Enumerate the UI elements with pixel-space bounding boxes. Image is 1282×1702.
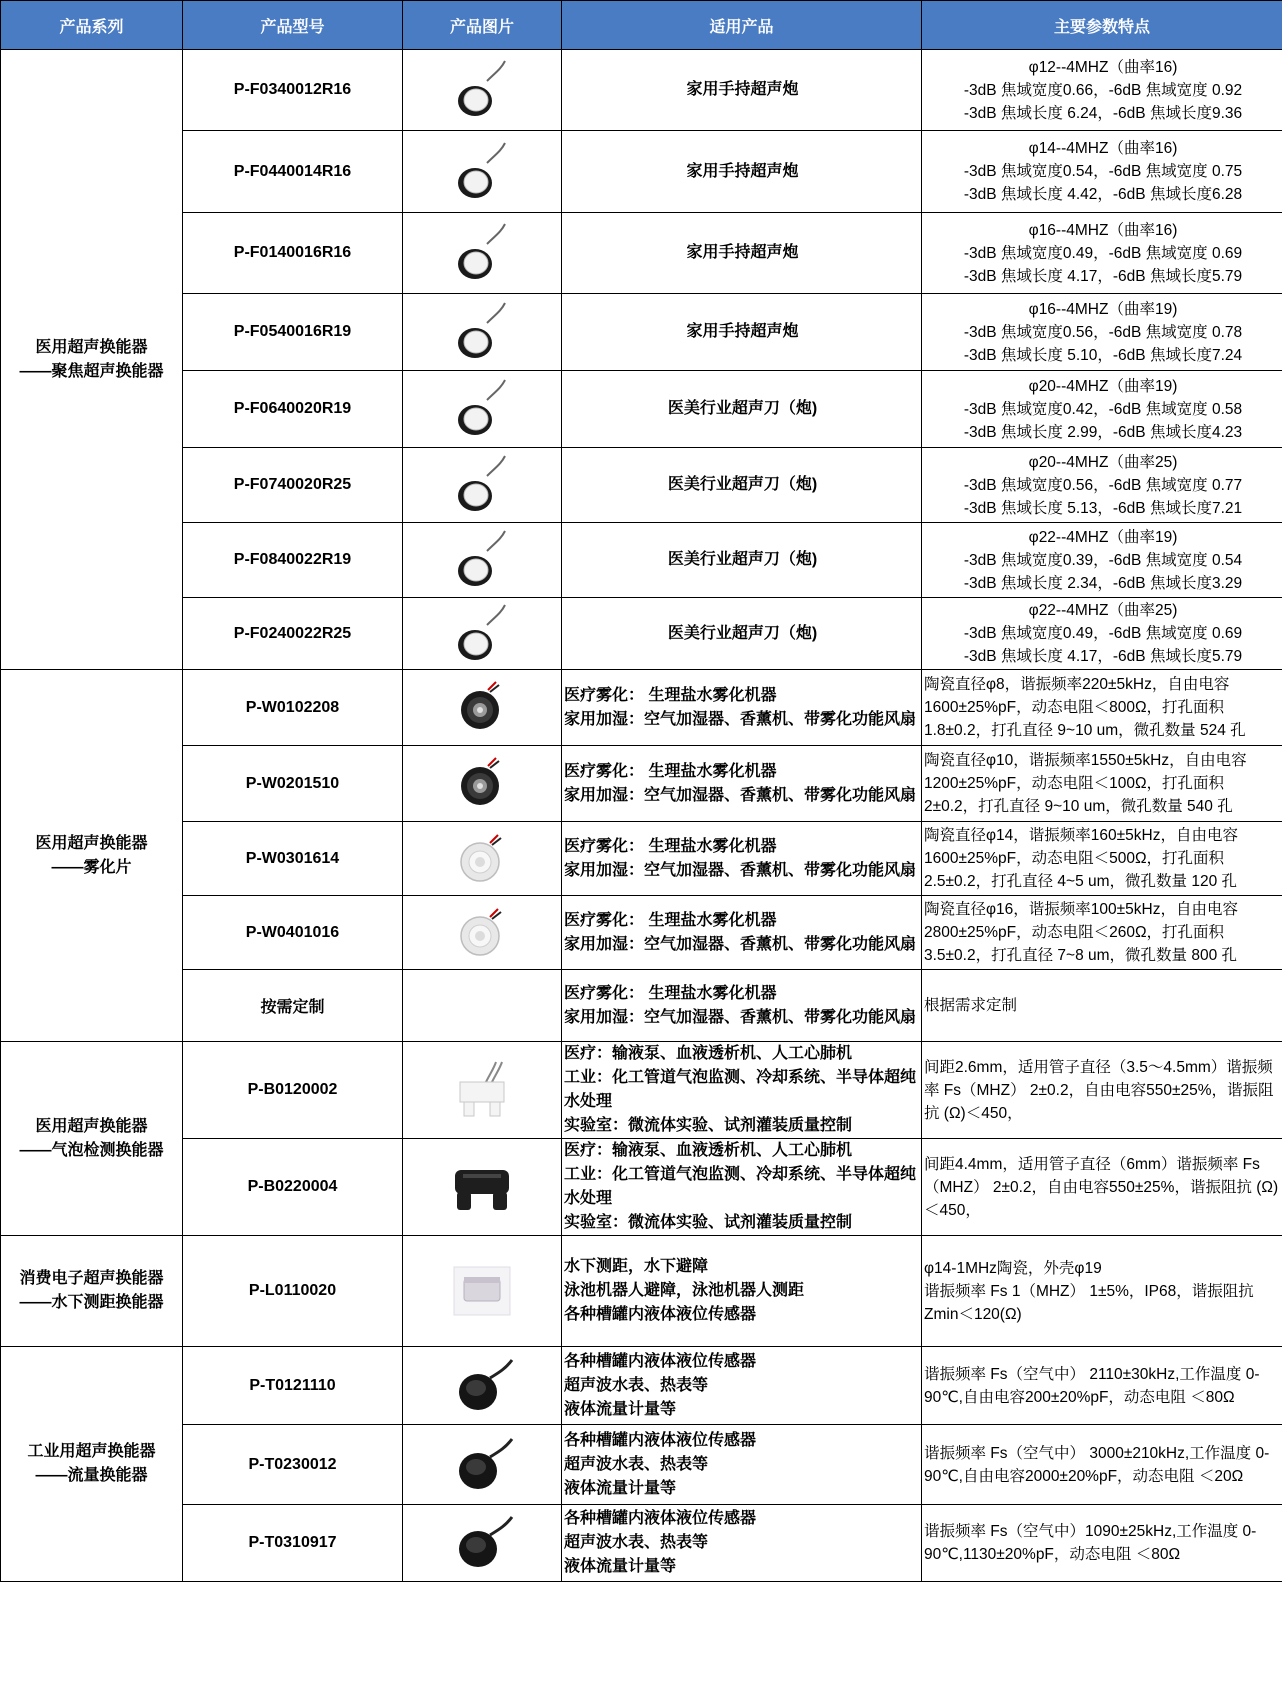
param-line: 陶瓷直径φ8，谐振频率220±5kHz，自由电容 — [924, 676, 1230, 693]
focus-transducer-icon — [403, 529, 561, 591]
param-line: -3dB 焦域长度 5.13，-6dB 焦域长度7.21 — [963, 499, 1243, 517]
series-cell — [1, 670, 183, 1042]
params-cell — [922, 448, 1282, 523]
application-line: 医疗：输液泵、血液透析机、人工心肺机 — [564, 1045, 853, 1062]
underwater-ranging-icon — [403, 1261, 561, 1321]
application-line: 家用加湿：空气加湿器、香薰机、带雾化功能风扇 — [564, 1008, 917, 1026]
table-row — [1, 1042, 1282, 1139]
flow-transducer-icon — [403, 1435, 561, 1495]
series-name: 医用超声换能器 — [35, 834, 148, 852]
table-row — [1, 1347, 1282, 1425]
model-cell: P-W0401016 — [183, 896, 403, 970]
table-body — [1, 50, 1282, 1582]
product-image-cell — [403, 50, 562, 131]
application-cell — [562, 448, 922, 523]
table-row — [1, 131, 1282, 213]
series-subname: ——聚焦超声换能器 — [19, 362, 164, 380]
param-line: 谐振频率 Fs（空气中） 2110±30kHz,工作温度 0-90℃,自由电容200±20%pF，动态电阻 ＜80Ω — [924, 1365, 1260, 1406]
product-image-cell — [403, 371, 562, 448]
series-cell — [1, 1236, 183, 1347]
table-row — [1, 448, 1282, 523]
param-line: 谐振频率 Fs（空气中） 3000±210kHz,工作温度 0-90℃,自由电容2000±20%pF，动态电阻 ＜20Ω — [924, 1444, 1270, 1485]
header-application: 适用产品 — [562, 1, 922, 50]
param-line: φ16--4MHZ（曲率19) — [1028, 300, 1178, 318]
product-image-cell — [403, 822, 562, 896]
application-line: 医疗雾化： 生理盐水雾化机器 — [564, 762, 777, 780]
param-line: 谐振频率 Fs 1（MHZ） 1±5%，IP68，谐振阻抗 — [924, 1282, 1254, 1300]
application-line: 超声波水表、热表等 — [564, 1376, 709, 1394]
model-cell: P-F0140016R16 — [183, 213, 403, 294]
param-line: -3dB 焦域长度 4.17，-6dB 焦域长度5.79 — [963, 267, 1243, 285]
application-line: 各种槽罐内液体液位传感器 — [564, 1306, 757, 1323]
param-line: 谐振频率 Fs（空气中）1090±25kHz,工作温度 0-90℃,1130±20%pF，动态电阻 ＜80Ω — [924, 1523, 1257, 1563]
table-row — [1, 1505, 1282, 1582]
model-cell: P-W0102208 — [183, 670, 403, 746]
params-cell — [922, 1139, 1282, 1236]
model-cell: P-T0310917 — [183, 1505, 403, 1582]
application-line: 液体流量计量等 — [564, 1479, 677, 1497]
product-image-cell — [403, 213, 562, 294]
application-cell — [562, 896, 922, 970]
series-cell — [1, 1042, 183, 1236]
bubble-sensor-black-icon — [403, 1160, 561, 1214]
series-subname: ——流量换能器 — [35, 1467, 148, 1484]
params-cell — [922, 1236, 1282, 1347]
product-image-cell — [403, 1236, 562, 1347]
application-cell — [562, 1425, 922, 1505]
param-line: 1200±25%pF，动态电阻＜100Ω，打孔面积 — [924, 775, 1225, 792]
model-cell: P-F0740020R25 — [183, 448, 403, 523]
table-row — [1, 213, 1282, 294]
application-line: 医疗雾化： 生理盐水雾化机器 — [564, 911, 777, 929]
param-line: 陶瓷直径φ14，谐振频率160±5kHz，自由电容 — [924, 827, 1238, 844]
params-cell — [922, 523, 1282, 598]
params-cell — [922, 896, 1282, 970]
param-line: φ20--4MHZ（曲率25) — [1028, 453, 1178, 471]
application-line: 家用手持超声炮 — [686, 244, 799, 261]
product-image-cell — [403, 670, 562, 746]
param-line: 陶瓷直径φ10，谐振频率1550±5kHz，自由电容 — [924, 752, 1247, 769]
series-subname: ——气泡检测换能器 — [19, 1141, 164, 1159]
focus-transducer-icon — [403, 59, 561, 121]
param-line: -3dB 焦域长度 2.34，-6dB 焦域长度3.29 — [963, 574, 1243, 592]
param-line: -3dB 焦域宽度0.54，-6dB 焦域宽度 0.75 — [963, 163, 1243, 180]
model-cell: P-F0540016R19 — [183, 294, 403, 371]
model-cell: P-B0220004 — [183, 1139, 403, 1236]
application-cell — [562, 746, 922, 822]
series-name: 医用超声换能器 — [35, 1117, 148, 1135]
param-line: -3dB 焦域宽度0.49，-6dB 焦域宽度 0.69 — [963, 625, 1243, 642]
application-cell — [562, 1042, 922, 1139]
application-cell — [562, 970, 922, 1042]
table-row — [1, 670, 1282, 746]
application-line: 液体流量计量等 — [564, 1558, 677, 1575]
param-line: φ12--4MHZ（曲率16) — [1028, 58, 1178, 76]
model-cell: P-F0440014R16 — [183, 131, 403, 213]
product-image-cell — [403, 896, 562, 970]
param-line: Zmin＜120(Ω) — [924, 1305, 1022, 1323]
param-line: 2800±25%pF，动态电阻＜260Ω，打孔面积 — [924, 924, 1225, 941]
product-image-cell — [403, 131, 562, 213]
product-image-cell — [403, 598, 562, 670]
application-cell — [562, 523, 922, 598]
model-cell: 按需定制 — [183, 970, 403, 1042]
params-cell — [922, 670, 1282, 746]
params-cell — [922, 131, 1282, 213]
focus-transducer-icon — [403, 301, 561, 363]
atomizer-disc-light-icon — [403, 903, 561, 963]
params-cell — [922, 213, 1282, 294]
table-row — [1, 746, 1282, 822]
header-series: 产品系列 — [1, 1, 183, 50]
params-cell — [922, 822, 1282, 896]
table-row — [1, 1425, 1282, 1505]
header-image: 产品图片 — [403, 1, 562, 50]
params-cell — [922, 50, 1282, 131]
application-line: 医疗：输液泵、血液透析机、人工心肺机 — [564, 1142, 853, 1159]
param-line: 根据需求定制 — [924, 997, 1018, 1014]
flow-transducer-icon — [403, 1356, 561, 1416]
application-cell — [562, 131, 922, 213]
model-cell: P-F0640020R19 — [183, 371, 403, 448]
param-line: -3dB 焦域宽度0.39，-6dB 焦域宽度 0.54 — [963, 551, 1243, 569]
param-line: 2.5±0.2，打孔直径 4~5 um，微孔数量 120 孔 — [924, 873, 1238, 890]
param-line: -3dB 焦域长度 2.99，-6dB 焦域长度4.23 — [963, 423, 1243, 441]
application-cell — [562, 371, 922, 448]
table-row — [1, 371, 1282, 448]
application-cell — [562, 598, 922, 670]
param-line: -3dB 焦域宽度0.56，-6dB 焦域宽度 0.78 — [963, 323, 1243, 341]
param-line: -3dB 焦域宽度0.56，-6dB 焦域宽度 0.77 — [963, 476, 1243, 494]
product-image-cell — [403, 1505, 562, 1582]
application-cell — [562, 1347, 922, 1425]
application-cell — [562, 1236, 922, 1347]
product-image-cell — [403, 1425, 562, 1505]
series-name: 医用超声换能器 — [35, 338, 148, 356]
header-model: 产品型号 — [183, 1, 403, 50]
param-line: -3dB 焦域长度 4.42，-6dB 焦域长度6.28 — [963, 186, 1243, 203]
param-line: -3dB 焦域长度 4.17，-6dB 焦域长度5.79 — [963, 648, 1243, 665]
application-line: 医美行业超声刀（炮) — [667, 476, 818, 493]
model-cell: P-W0301614 — [183, 822, 403, 896]
params-cell — [922, 746, 1282, 822]
application-line: 家用手持超声炮 — [686, 81, 799, 98]
focus-transducer-icon — [403, 222, 561, 284]
param-line: 1600±25%pF，动态电阻＜500Ω，打孔面积 — [924, 850, 1225, 867]
focus-transducer-icon — [403, 378, 561, 440]
application-cell — [562, 294, 922, 371]
application-line: 医疗雾化： 生理盐水雾化机器 — [564, 686, 777, 704]
param-line: φ22--4MHZ（曲率19) — [1028, 528, 1178, 546]
application-line: 水下测距，水下避障 — [564, 1258, 709, 1275]
application-line: 超声波水表、热表等 — [564, 1455, 709, 1473]
param-line: -3dB 焦域宽度0.66，-6dB 焦域宽度 0.92 — [963, 81, 1243, 99]
params-cell — [922, 970, 1282, 1042]
application-line: 各种槽罐内液体液位传感器 — [564, 1352, 757, 1370]
application-line: 家用加湿：空气加湿器、香薰机、带雾化功能风扇 — [564, 861, 917, 879]
application-line: 实验室：微流体实验、试剂灌装质量控制 — [564, 1214, 853, 1231]
model-cell: P-T0121110 — [183, 1347, 403, 1425]
bubble-sensor-white-icon — [403, 1060, 561, 1120]
series-name: 消费电子超声换能器 — [19, 1270, 164, 1287]
product-image-cell — [403, 746, 562, 822]
model-cell: P-F0240022R25 — [183, 598, 403, 670]
param-line: 陶瓷直径φ16，谐振频率100±5kHz，自由电容 — [924, 901, 1238, 918]
application-line: 医疗雾化： 生理盐水雾化机器 — [564, 837, 777, 855]
param-line: 1.8±0.2，打孔直径 9~10 um，微孔数量 524 孔 — [924, 722, 1246, 739]
param-line: φ22--4MHZ（曲率25) — [1028, 602, 1178, 619]
params-cell — [922, 1425, 1282, 1505]
header-params: 主要参数特点 — [922, 1, 1282, 50]
model-cell: P-T0230012 — [183, 1425, 403, 1505]
param-line: -3dB 焦域长度 6.24，-6dB 焦域长度9.36 — [963, 104, 1243, 122]
series-cell — [1, 1347, 183, 1582]
params-cell — [922, 371, 1282, 448]
param-line: -3dB 焦域宽度0.42，-6dB 焦域宽度 0.58 — [963, 400, 1243, 418]
application-line: 家用手持超声炮 — [686, 323, 799, 340]
series-name: 工业用超声换能器 — [27, 1443, 156, 1460]
application-cell — [562, 670, 922, 746]
param-line: -3dB 焦域长度 5.10，-6dB 焦域长度7.24 — [963, 346, 1243, 364]
application-line: 各种槽罐内液体液位传感器 — [564, 1510, 757, 1527]
application-cell — [562, 213, 922, 294]
product-image-cell — [403, 970, 562, 1042]
application-line: 工业：化工管道气泡监测、冷却系统、半导体超纯水处理 — [564, 1069, 917, 1110]
atomizer-disc-dark-icon — [403, 754, 561, 814]
application-cell — [562, 1139, 922, 1236]
table-row — [1, 896, 1282, 970]
application-line: 各种槽罐内液体液位传感器 — [564, 1431, 757, 1449]
table-row — [1, 50, 1282, 131]
focus-transducer-icon — [403, 603, 561, 665]
param-line: φ16--4MHZ（曲率16) — [1028, 221, 1178, 239]
model-cell: P-L0110020 — [183, 1236, 403, 1347]
application-line: 医美行业超声刀（炮) — [667, 551, 818, 568]
application-line: 家用加湿：空气加湿器、香薰机、带雾化功能风扇 — [564, 935, 917, 953]
model-cell: P-F0340012R16 — [183, 50, 403, 131]
params-cell — [922, 1347, 1282, 1425]
param-line: 3.5±0.2，打孔直径 7~8 um，微孔数量 800 孔 — [924, 947, 1238, 964]
param-line: 间距4.4mm，适用管子直径（6mm）谐振频率 Fs（MHZ） 2±0.2，自由电容550±25%，谐振阻抗 (Ω)＜450， — [924, 1155, 1279, 1219]
application-line: 实验室：微流体实验、试剂灌装质量控制 — [564, 1117, 853, 1134]
application-line: 家用加湿：空气加湿器、香薰机、带雾化功能风扇 — [564, 786, 917, 804]
application-line: 泳池机器人避障，泳池机器人测距 — [564, 1282, 805, 1299]
focus-transducer-icon — [403, 141, 561, 203]
product-image-cell — [403, 1042, 562, 1139]
table-row — [1, 523, 1282, 598]
table-row — [1, 294, 1282, 371]
application-line: 液体流量计量等 — [564, 1400, 677, 1418]
application-line: 家用手持超声炮 — [686, 162, 799, 180]
table-row — [1, 970, 1282, 1042]
table-row — [1, 822, 1282, 896]
application-cell — [562, 1505, 922, 1582]
application-cell — [562, 50, 922, 131]
product-image-cell — [403, 1139, 562, 1236]
table-row — [1, 1139, 1282, 1236]
application-line: 工业：化工管道气泡监测、冷却系统、半导体超纯水处理 — [564, 1166, 917, 1207]
application-line: 医疗雾化： 生理盐水雾化机器 — [564, 984, 777, 1002]
product-image-cell — [403, 448, 562, 523]
param-line: -3dB 焦域宽度0.49，-6dB 焦域宽度 0.69 — [963, 244, 1243, 262]
params-cell — [922, 294, 1282, 371]
header-row — [1, 1, 1282, 50]
param-line: φ20--4MHZ（曲率19) — [1028, 377, 1178, 395]
atomizer-disc-dark-icon — [403, 678, 561, 738]
param-line: 1600±25%pF，动态电阻＜800Ω，打孔面积 — [924, 699, 1225, 716]
param-line: φ14--4MHZ（曲率16) — [1028, 140, 1178, 157]
model-cell: P-F0840022R19 — [183, 523, 403, 598]
product-image-cell — [403, 1347, 562, 1425]
params-cell — [922, 1505, 1282, 1582]
param-line: 间距2.6mm，适用管子直径（3.5～4.5mm）谐振频率 Fs（MHZ） 2±0.2，自由电容550±25%，谐振阻抗 (Ω)＜450， — [924, 1058, 1274, 1122]
series-subname: ——雾化片 — [51, 858, 132, 876]
application-cell — [562, 822, 922, 896]
params-cell — [922, 598, 1282, 670]
series-subname: ——水下测距换能器 — [19, 1294, 164, 1311]
focus-transducer-icon — [403, 454, 561, 516]
params-cell — [922, 1042, 1282, 1139]
table-row — [1, 1236, 1282, 1347]
series-cell — [1, 50, 183, 670]
model-cell: P-W0201510 — [183, 746, 403, 822]
product-image-cell — [403, 294, 562, 371]
table-row — [1, 598, 1282, 670]
product-image-cell — [403, 523, 562, 598]
application-line: 家用加湿：空气加湿器、香薰机、带雾化功能风扇 — [564, 710, 917, 728]
param-line: 2±0.2，打孔直径 9~10 um，微孔数量 540 孔 — [924, 798, 1233, 815]
application-line: 医美行业超声刀（炮) — [667, 400, 818, 417]
model-cell: P-B0120002 — [183, 1042, 403, 1139]
application-line: 医美行业超声刀（炮) — [667, 624, 818, 642]
atomizer-disc-light-icon — [403, 829, 561, 889]
param-line: φ14-1MHz陶瓷，外壳φ19 — [924, 1259, 1102, 1277]
application-line: 超声波水表、热表等 — [564, 1534, 709, 1551]
flow-transducer-icon — [403, 1513, 561, 1573]
